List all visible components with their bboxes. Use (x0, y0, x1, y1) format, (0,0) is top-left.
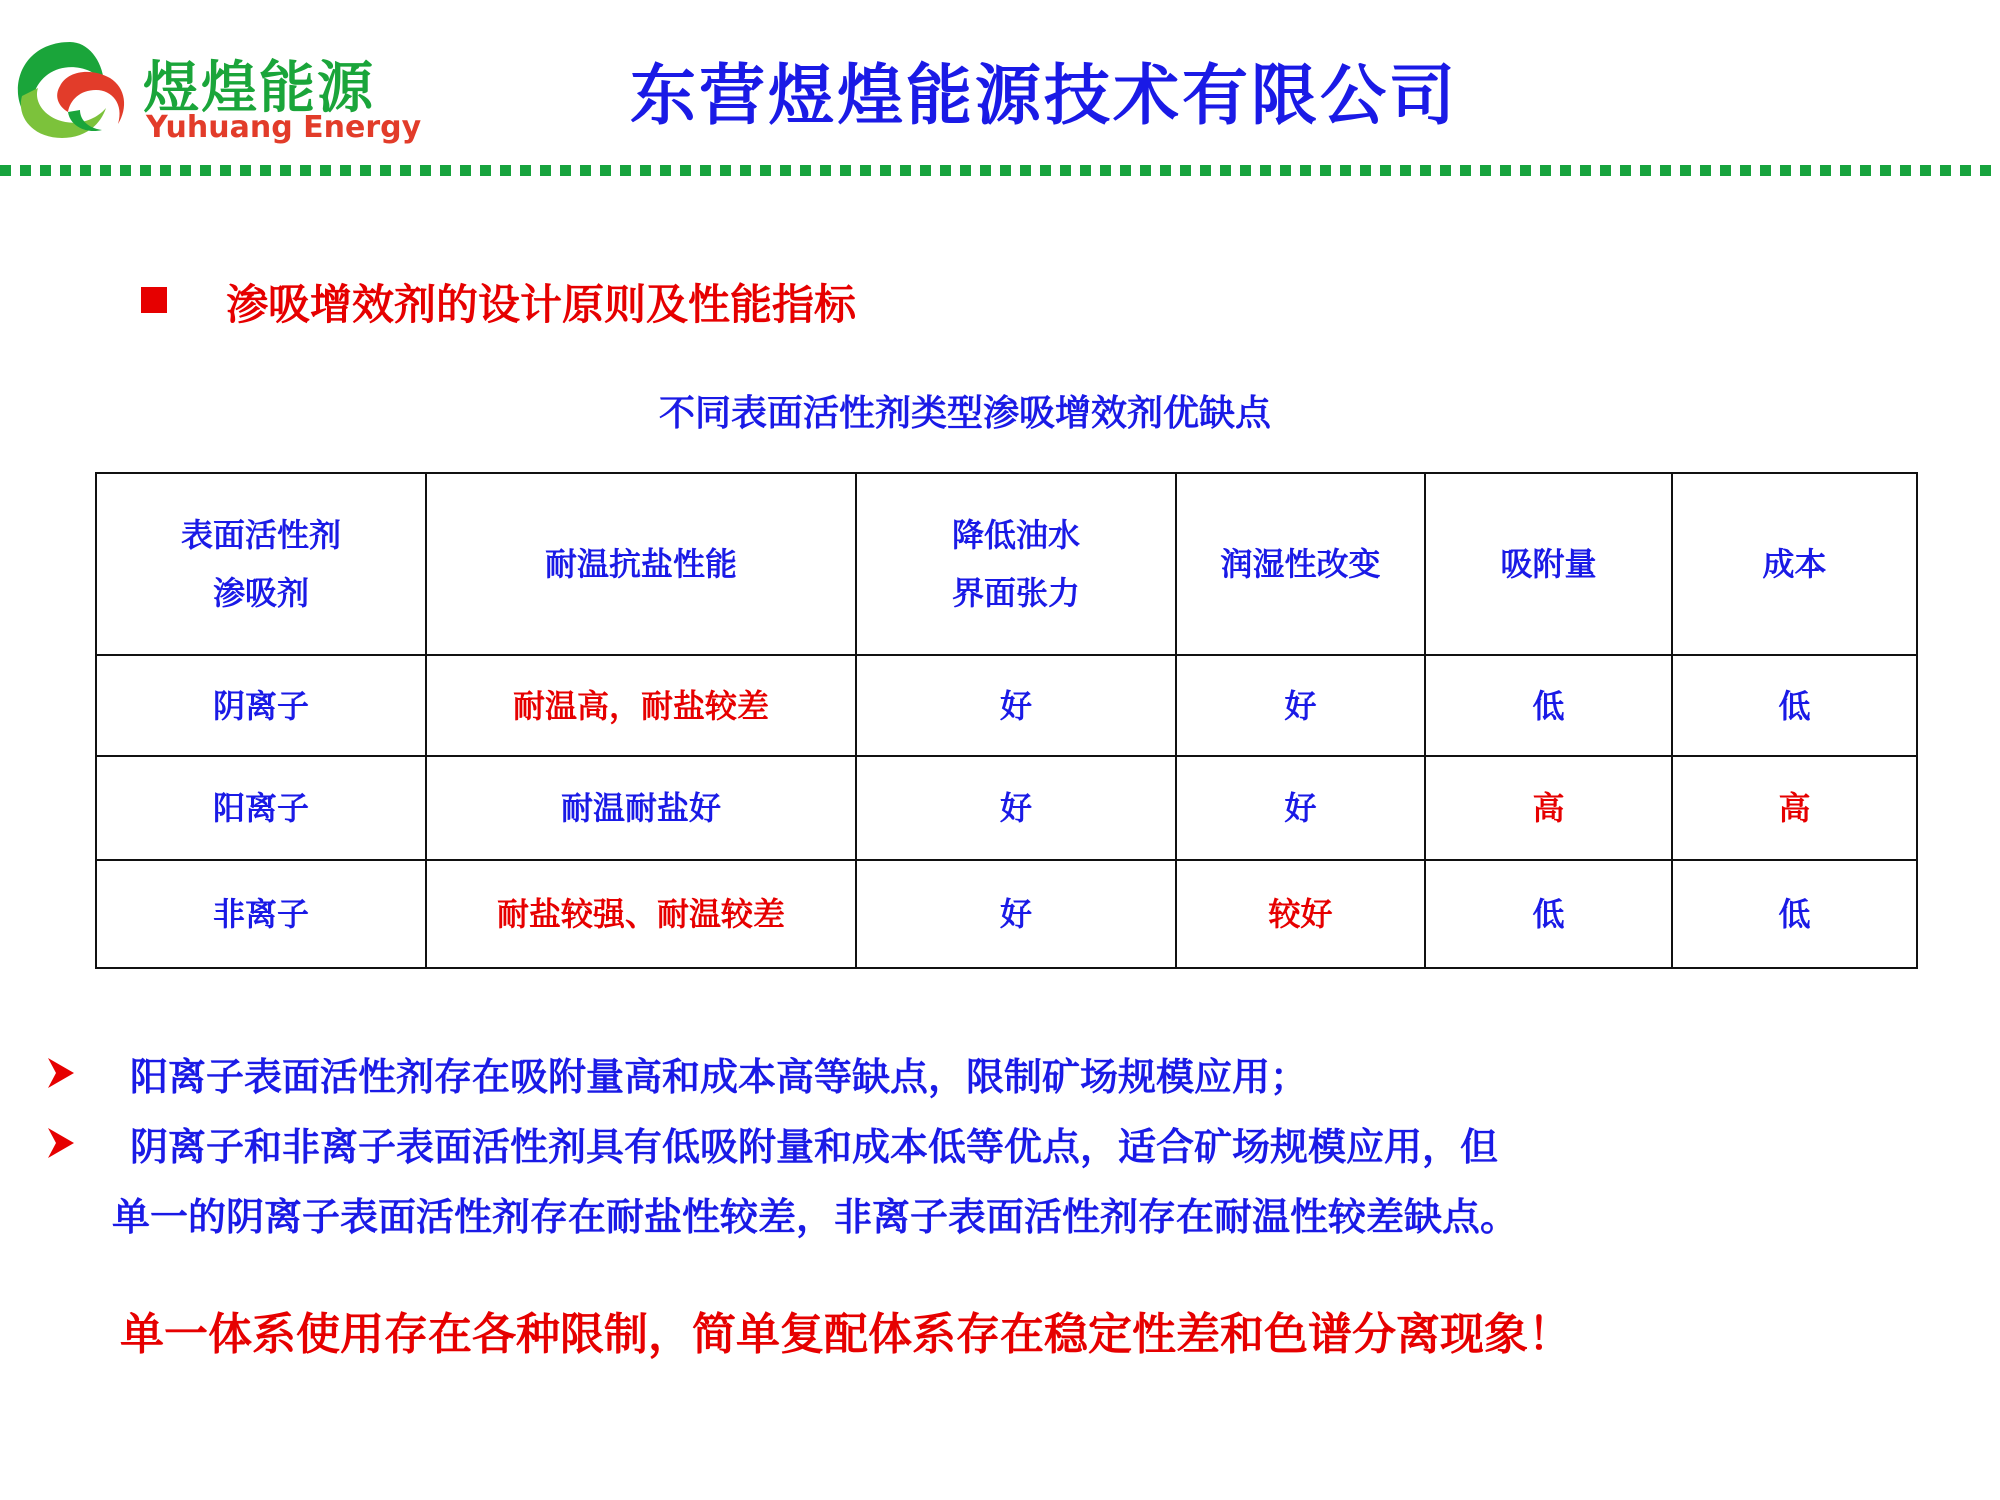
header-cell-ift (856, 473, 1176, 655)
bullet-text: 阴离子和非离子表面活性剂具有低吸附量和成本低等优点，适合矿场规模应用，但 (130, 1125, 1499, 1169)
arrow-bullet-icon (46, 1126, 76, 1160)
cell-type: 非离子 (96, 860, 426, 968)
cell-adsorption: 低 (1425, 655, 1672, 756)
cell-resistance: 耐温高，耐盐较差 (426, 655, 856, 756)
table-header-row (96, 473, 1917, 655)
header-line: 渗吸剂 (212, 574, 309, 612)
cell-resistance: 耐温耐盐好 (426, 756, 856, 860)
conclusion-text: 单一体系使用存在各种限制，简单复配体系存在稳定性差和色谱分离现象！ (120, 1309, 1572, 1360)
header-line: 吸附量 (1500, 545, 1597, 583)
logo-chinese-name: 煜煌能源 (143, 56, 375, 121)
header-line: 界面张力 (951, 574, 1080, 612)
square-bullet-icon (141, 287, 167, 313)
header-line: 成本 (1762, 545, 1827, 583)
cell-resistance: 耐盐较强、耐温较差 (426, 860, 856, 968)
cell-wettability: 好 (1176, 756, 1425, 860)
header-line: 降低油水 (951, 516, 1080, 554)
cell-cost: 低 (1672, 860, 1917, 968)
company-logo (8, 34, 422, 145)
section-title: 渗吸增效剂的设计原则及性能指标 (226, 280, 857, 329)
company-title: 东营煜煌能源技术有限公司 (630, 57, 1458, 134)
cell-wettability: 好 (1176, 655, 1425, 756)
logo-english-name: Yuhuang Energy (146, 110, 422, 145)
cell-wettability: 较好 (1176, 860, 1425, 968)
swirl-logo-icon (8, 34, 133, 144)
cell-ift: 好 (856, 860, 1176, 968)
header-line: 表面活性剂 (180, 516, 341, 554)
cell-cost: 高 (1672, 756, 1917, 860)
cell-type: 阴离子 (96, 655, 426, 756)
header-cell-type (96, 473, 426, 655)
cell-cost: 低 (1672, 655, 1917, 756)
dotted-divider (0, 165, 2000, 176)
header-cell-adsorption (1425, 473, 1672, 655)
table-title: 不同表面活性剂类型渗吸增效剂优缺点 (658, 393, 1271, 434)
table-row (96, 860, 1917, 968)
comparison-table (95, 472, 1918, 969)
header-line: 润湿性改变 (1220, 545, 1381, 583)
cell-type: 阳离子 (96, 756, 426, 860)
cell-ift: 好 (856, 756, 1176, 860)
header-line: 耐温抗盐性能 (544, 545, 737, 583)
bullet-text-continuation: 单一的阴离子表面活性剂存在耐盐性较差，非离子表面活性剂存在耐温性较差缺点。 (112, 1195, 1519, 1239)
arrow-bullet-icon (46, 1056, 76, 1090)
cell-adsorption: 低 (1425, 860, 1672, 968)
header-cell-wettability (1176, 473, 1425, 655)
table-row (96, 655, 1917, 756)
table-row (96, 756, 1917, 860)
header-cell-resistance (426, 473, 856, 655)
cell-adsorption: 高 (1425, 756, 1672, 860)
bullet-text: 阳离子表面活性剂存在吸附量高和成本高等缺点，限制矿场规模应用； (130, 1055, 1309, 1099)
header-cell-cost (1672, 473, 1917, 655)
cell-ift: 好 (856, 655, 1176, 756)
